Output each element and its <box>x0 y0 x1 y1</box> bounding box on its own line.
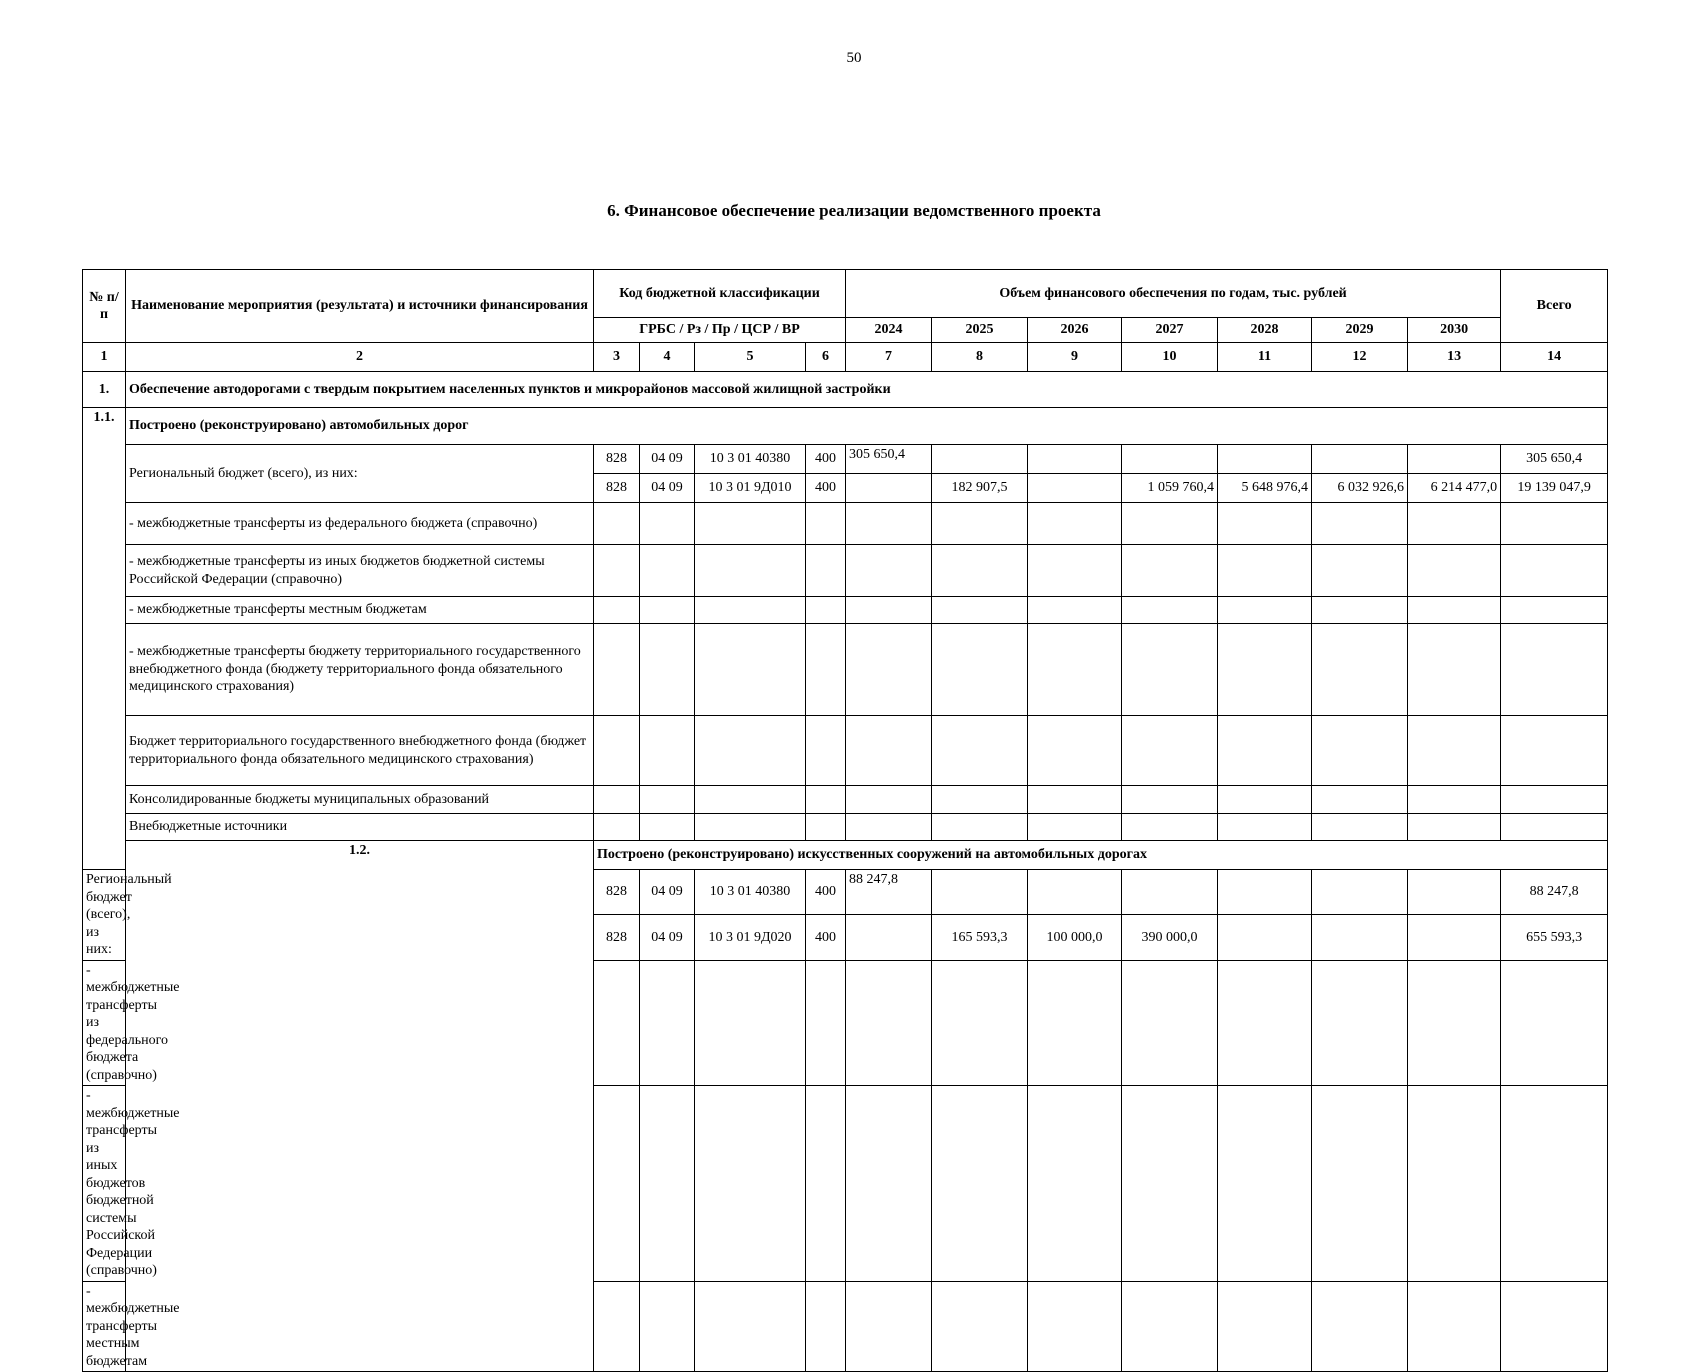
column-number: 7 <box>846 343 932 372</box>
amount-cell: 6 032 926,6 <box>1312 474 1408 503</box>
rz-pr-cell: 04 09 <box>640 445 695 474</box>
section-number: 1. <box>83 372 126 408</box>
column-number: 5 <box>695 343 806 372</box>
subsection-title: Построено (реконструировано) искусственных сооружений на автомобильных дорогах <box>594 841 1608 870</box>
vr-cell: 400 <box>806 474 846 503</box>
amount-cell <box>1218 915 1312 960</box>
source-row <box>83 545 1608 597</box>
grbs-cell: 828 <box>594 915 640 960</box>
amount-cell: 5 648 976,4 <box>1218 474 1312 503</box>
header-code-group: Код бюджетной классификации <box>594 270 846 318</box>
header-volume-group: Объем финансового обеспечения по годам, тыс. рублей <box>846 270 1501 318</box>
subsection-number: 1.1. <box>83 408 126 870</box>
header-num: № п/п <box>83 270 126 343</box>
total-cell: 88 247,8 <box>1501 870 1608 915</box>
column-number: 4 <box>640 343 695 372</box>
amount-cell <box>1312 915 1408 960</box>
source-row <box>83 597 1608 624</box>
csr-cell: 10 3 01 40380 <box>695 445 806 474</box>
amount-cell: 390 000,0 <box>1122 915 1218 960</box>
source-label: - межбюджетные трансферты из иных бюджетов бюджетной системы Российской Федерации (справочно) <box>83 1086 126 1282</box>
source-label: Консолидированные бюджеты муниципальных образований <box>126 786 594 814</box>
source-label: Бюджет территориального государственного внебюджетного фонда (бюджет территориального фонда обязательного медицинского страхования) <box>126 716 594 786</box>
amount-cell <box>1122 445 1218 474</box>
amount-cell: 88 247,8 <box>846 870 932 915</box>
subsection-row <box>83 408 1608 445</box>
rz-pr-cell: 04 09 <box>640 915 695 960</box>
amount-cell <box>1408 445 1501 474</box>
column-number: 1 <box>83 343 126 372</box>
regional-budget-label: Региональный бюджет (всего), из них: <box>126 445 594 503</box>
subsection-number: 1.2. <box>126 841 594 1372</box>
column-number: 12 <box>1312 343 1408 372</box>
source-label: Внебюджетные источники <box>126 814 594 841</box>
grbs-cell: 828 <box>594 445 640 474</box>
source-row <box>83 624 1608 716</box>
source-row <box>83 786 1608 814</box>
financing-table <box>82 269 1608 1372</box>
rz-pr-cell: 04 09 <box>640 870 695 915</box>
header-year: 2030 <box>1408 318 1501 343</box>
amount-cell <box>1218 870 1312 915</box>
amount-cell <box>1408 915 1501 960</box>
amount-cell: 305 650,4 <box>846 445 932 474</box>
vr-cell: 400 <box>806 445 846 474</box>
amount-cell: 6 214 477,0 <box>1408 474 1501 503</box>
total-cell: 19 139 047,9 <box>1501 474 1608 503</box>
section-row <box>83 372 1608 408</box>
total-cell: 655 593,3 <box>1501 915 1608 960</box>
header-name: Наименование мероприятия (результата) и источники финансирования <box>126 270 594 343</box>
column-number: 3 <box>594 343 640 372</box>
document-title: 6. Финансовое обеспечение реализации ведомственного проекта <box>607 201 1101 220</box>
header-year: 2027 <box>1122 318 1218 343</box>
source-label: - межбюджетные трансферты из федерального бюджета (справочно) <box>126 503 594 545</box>
header-row-1 <box>83 270 1608 318</box>
total-cell: 305 650,4 <box>1501 445 1608 474</box>
source-label: - межбюджетные трансферты из иных бюджетов бюджетной системы Российской Федерации (справочно) <box>126 545 594 597</box>
subsection-title: Построено (реконструировано) автомобильных дорог <box>126 408 1608 445</box>
amount-cell: 165 593,3 <box>932 915 1028 960</box>
amount-cell <box>1028 445 1122 474</box>
column-number: 6 <box>806 343 846 372</box>
column-numbers-row <box>83 343 1608 372</box>
amount-cell <box>1122 870 1218 915</box>
source-row <box>83 814 1608 841</box>
amount-cell: 100 000,0 <box>1028 915 1122 960</box>
header-code-sub: ГРБС / Рз / Пр / ЦСР / ВР <box>594 318 846 343</box>
amount-cell <box>1028 870 1122 915</box>
column-number: 13 <box>1408 343 1501 372</box>
amount-cell <box>1312 870 1408 915</box>
amount-cell <box>932 870 1028 915</box>
rz-pr-cell: 04 09 <box>640 474 695 503</box>
grbs-cell: 828 <box>594 870 640 915</box>
header-year: 2029 <box>1312 318 1408 343</box>
regional-budget-label: Региональный бюджет (всего), из них: <box>83 870 126 961</box>
amount-cell <box>932 445 1028 474</box>
amount-cell <box>1408 870 1501 915</box>
regional-budget-row <box>83 445 1608 474</box>
grbs-cell: 828 <box>594 474 640 503</box>
csr-cell: 10 3 01 9Д020 <box>695 915 806 960</box>
vr-cell: 400 <box>806 915 846 960</box>
amount-cell <box>1028 474 1122 503</box>
source-row <box>83 716 1608 786</box>
header-year: 2024 <box>846 318 932 343</box>
amount-cell <box>846 915 932 960</box>
amount-cell <box>1218 445 1312 474</box>
amount-cell <box>846 474 932 503</box>
header-year: 2025 <box>932 318 1028 343</box>
vr-cell: 400 <box>806 870 846 915</box>
source-label: - межбюджетные трансферты бюджету территориального государственного внебюджетного фонда (бюджету территориального фонда обязательного медицинского страхования) <box>126 624 594 716</box>
csr-cell: 10 3 01 9Д010 <box>695 474 806 503</box>
source-label: - межбюджетные трансферты местным бюджетам <box>126 597 594 624</box>
page-number: 50 <box>846 50 862 66</box>
column-number: 10 <box>1122 343 1218 372</box>
amount-cell <box>1312 445 1408 474</box>
source-label: - межбюджетные трансферты местным бюджетам <box>83 1281 126 1372</box>
header-year: 2026 <box>1028 318 1122 343</box>
column-number: 11 <box>1218 343 1312 372</box>
header-year: 2028 <box>1218 318 1312 343</box>
section-title: Обеспечение автодорогами с твердым покрытием населенных пунктов и микрорайонов массовой жилищной застройки <box>126 372 1608 408</box>
source-label: - межбюджетные трансферты из федерального бюджета (справочно) <box>83 960 126 1086</box>
amount-cell: 182 907,5 <box>932 474 1028 503</box>
source-row <box>83 503 1608 545</box>
column-number: 2 <box>126 343 594 372</box>
column-number: 14 <box>1501 343 1608 372</box>
csr-cell: 10 3 01 40380 <box>695 870 806 915</box>
amount-cell: 1 059 760,4 <box>1122 474 1218 503</box>
header-total: Всего <box>1501 270 1608 343</box>
column-number: 8 <box>932 343 1028 372</box>
column-number: 9 <box>1028 343 1122 372</box>
subsection-row <box>83 841 1608 870</box>
